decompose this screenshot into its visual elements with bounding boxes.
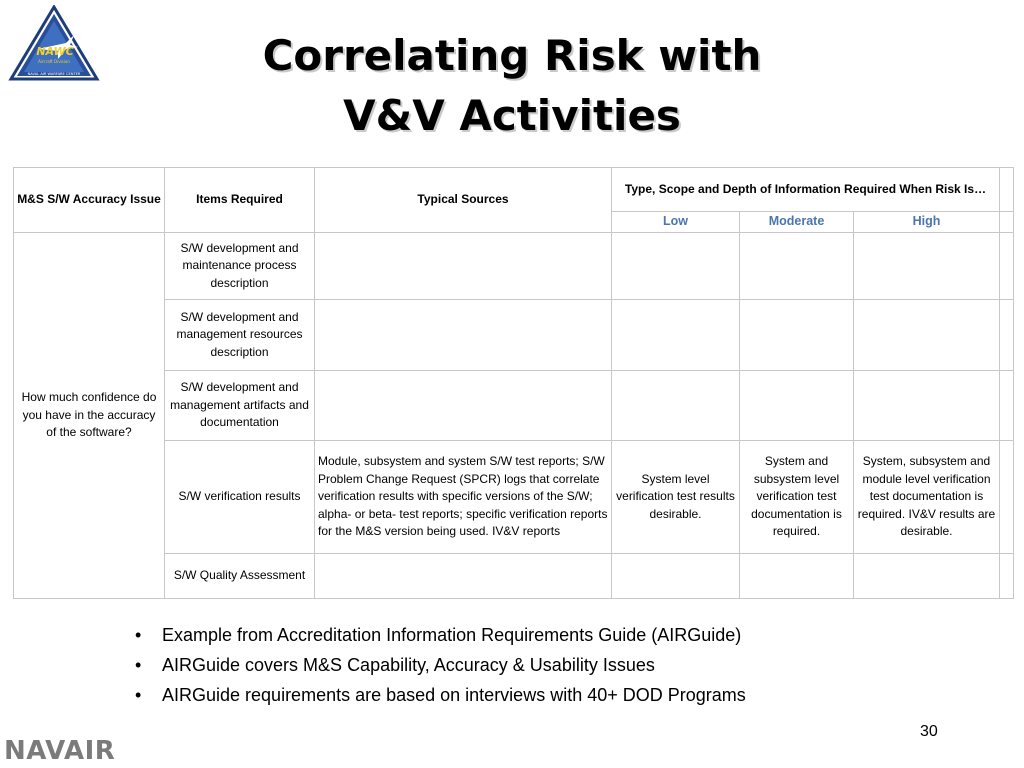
title-line-1: Correlating Risk with — [262, 31, 762, 80]
bullet-item — [135, 680, 746, 710]
risk-table — [13, 167, 1014, 599]
table-header-row — [14, 168, 1014, 212]
sources-cell — [315, 233, 612, 300]
slide-title — [140, 26, 884, 146]
low-cell — [612, 300, 740, 371]
bullet-text: AIRGuide requirements are based on interviews with 40+ DOD Programs — [162, 685, 746, 705]
header-type-scope: Type, Scope and Depth of Information Required When Risk Is… — [612, 168, 1000, 212]
moderate-cell — [740, 233, 854, 300]
logo-text: NAWC — [36, 45, 74, 58]
title-line-2: V&V Activities — [343, 91, 681, 140]
item-cell: S/W development and management artifacts and documentation — [165, 371, 315, 441]
bullet-list — [135, 620, 746, 710]
page-number: 30 — [920, 723, 938, 740]
item-cell: S/W development and maintenance process description — [165, 233, 315, 300]
bullet-text: AIRGuide covers M&S Capability, Accuracy & Usability Issues — [162, 655, 655, 675]
sources-cell — [315, 371, 612, 441]
moderate-cell: System and subsystem level verification test documentation is required. — [740, 441, 854, 554]
high-cell: System, subsystem and module level verification test documentation is required. IV&V results are desirable. — [854, 441, 1000, 554]
header-moderate: Moderate — [740, 212, 854, 233]
item-cell: S/W verification results — [165, 441, 315, 554]
high-cell — [854, 554, 1000, 599]
high-cell — [854, 371, 1000, 441]
low-cell: System level verification test results desirable. — [612, 441, 740, 554]
moderate-cell — [740, 554, 854, 599]
edge-cell — [1000, 371, 1014, 441]
logo-subtext: Aircraft Division — [38, 59, 70, 64]
bullet-dot: • — [135, 685, 142, 705]
sources-cell — [315, 300, 612, 371]
nawc-logo — [8, 5, 100, 81]
sources-cell — [315, 554, 612, 599]
sources-cell: Module, subsystem and system S/W test reports; S/W Problem Change Request (SPCR) logs that correlate verification results with specific versions of the S/W; alpha- or beta- test reports; specific verification reports for the M&S version being used. IV&V reports — [315, 441, 612, 554]
item-cell: S/W development and management resources description — [165, 300, 315, 371]
high-cell — [854, 233, 1000, 300]
header-low: Low — [612, 212, 740, 233]
edge-cell — [1000, 300, 1014, 371]
header-sources: Typical Sources — [315, 168, 612, 233]
bullet-dot: • — [135, 625, 142, 645]
issue-cell: How much confidence do you have in the accuracy of the software? — [14, 233, 165, 599]
header-items: Items Required — [165, 168, 315, 233]
footer-brand: NAVAIR — [4, 736, 116, 766]
moderate-cell — [740, 371, 854, 441]
bullet-text: Example from Accreditation Information Requirements Guide (AIRGuide) — [162, 625, 742, 645]
logo-ring-text: NAVAL AIR WARFARE CENTER — [27, 72, 81, 76]
edge-cell — [1000, 212, 1014, 233]
edge-cell — [1000, 441, 1014, 554]
low-cell — [612, 371, 740, 441]
header-issue: M&S S/W Accuracy Issue — [14, 168, 165, 233]
low-cell — [612, 554, 740, 599]
edge-cell — [1000, 233, 1014, 300]
item-cell: S/W Quality Assessment — [165, 554, 315, 599]
low-cell — [612, 233, 740, 300]
header-high: High — [854, 212, 1000, 233]
moderate-cell — [740, 300, 854, 371]
table-row — [14, 233, 1014, 300]
bullet-dot: • — [135, 655, 142, 675]
edge-cell — [1000, 168, 1014, 212]
edge-cell — [1000, 554, 1014, 599]
high-cell — [854, 300, 1000, 371]
bullet-item — [135, 620, 746, 650]
bullet-item — [135, 650, 746, 680]
